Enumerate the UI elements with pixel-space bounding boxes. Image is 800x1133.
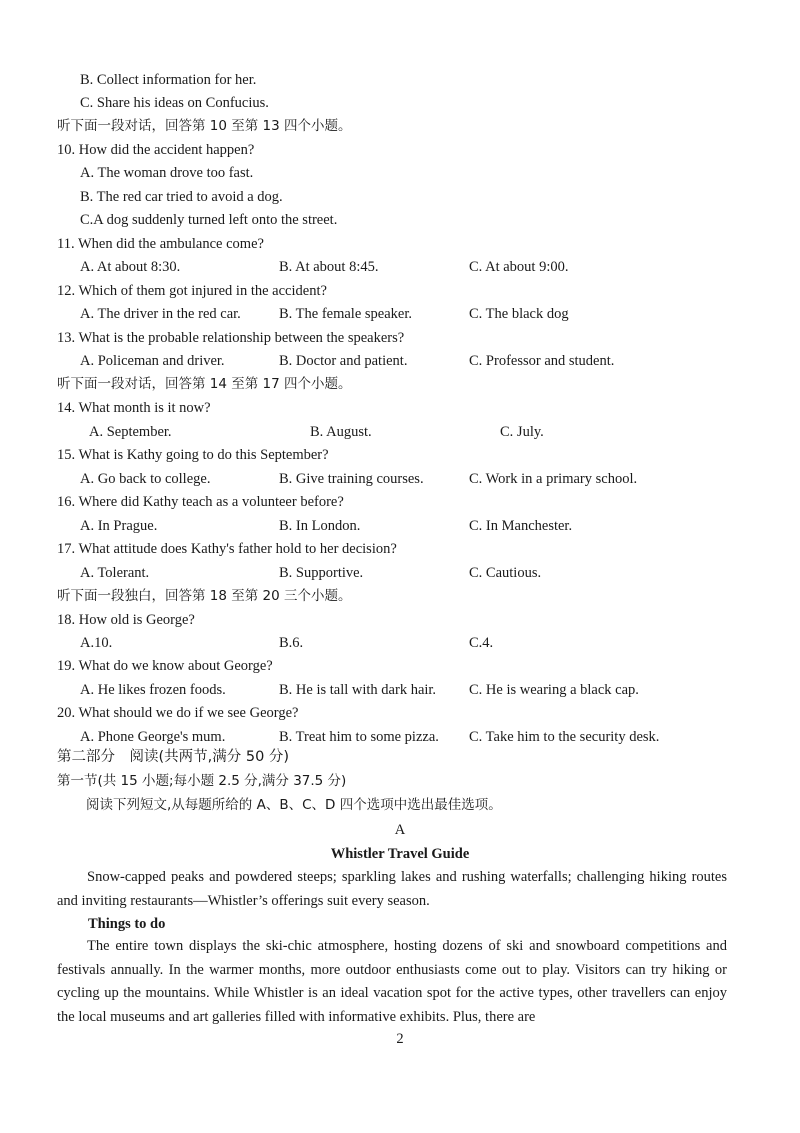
q11-option-a: A. At about 8:30. xyxy=(80,259,181,275)
q17-option-a: A. Tolerant. xyxy=(80,565,150,581)
q14-option-b: B. August. xyxy=(310,424,372,440)
q12-option-c: C. The black dog xyxy=(469,306,569,322)
q16-option-c: C. In Manchester. xyxy=(469,518,573,534)
section-instruction-14-17: 听下面一段对话，回答第 14 至第 17 四个小题。 xyxy=(57,376,352,392)
q15-option-c: C. Work in a primary school. xyxy=(469,471,638,487)
q18-option-a: A.10. xyxy=(80,635,113,651)
q19-option-c: C. He is wearing a black cap. xyxy=(469,682,639,698)
q12-option-b: B. The female speaker. xyxy=(279,306,412,322)
question-15: 15. What is Kathy going to do this September? xyxy=(57,447,329,463)
question-16: 16. Where did Kathy teach as a volunteer before? xyxy=(57,494,344,510)
question-19: 19. What do we know about George? xyxy=(57,658,273,674)
q10-option-c: C.A dog suddenly turned left onto the street. xyxy=(80,212,338,228)
q17-option-c: C. Cautious. xyxy=(469,565,542,581)
section-instruction-18-20: 听下面一段独白，回答第 18 至第 20 三个小题。 xyxy=(57,588,352,604)
question-20: 20. What should we do if we see George? xyxy=(57,705,299,721)
part2-instruction: 阅读下列短文,从每题所给的 A、B、C、D 四个选项中选出最佳选项。 xyxy=(86,797,502,813)
passage-body xyxy=(57,935,727,1029)
q18-option-c: C.4. xyxy=(469,635,494,651)
q14-option-a: A. September. xyxy=(89,424,172,440)
passage-intro xyxy=(57,866,727,913)
q13-option-a: A. Policeman and driver. xyxy=(80,353,225,369)
page-number: 2 xyxy=(396,1031,404,1047)
q16-option-a: A. In Prague. xyxy=(80,518,158,534)
question-14: 14. What month is it now? xyxy=(57,400,211,416)
passage-body-text: The entire town displays the ski-chic atmosphere, hosting dozens of ski and snowboard competitions and festivals annually. In the warmer months, more outdoor enthusiasts come out to play. Visitors can try hiking or cycling up the mountains. While Whistler is an ideal vacation spot for the active types, other travellers can enjoy the local museums and art galleries filled with informative exhibits. Plus, there are xyxy=(57,938,727,1025)
question-10: 10. How did the accident happen? xyxy=(57,142,255,158)
q19-option-a: A. He likes frozen foods. xyxy=(80,682,226,698)
question-17: 17. What attitude does Kathy's father hold to her decision? xyxy=(57,541,397,557)
q11-option-c: C. At about 9:00. xyxy=(469,259,569,275)
question-12: 12. Which of them got injured in the accident? xyxy=(57,283,327,299)
q10-option-a: A. The woman drove too fast. xyxy=(80,165,254,181)
part2-section1-heading: 第一节(共 15 小题;每小题 2.5 分,满分 37.5 分) xyxy=(57,773,347,789)
passage-letter: A xyxy=(394,822,406,838)
q17-option-b: B. Supportive. xyxy=(279,565,364,581)
q12-option-a: A. The driver in the red car. xyxy=(80,306,241,322)
q11-option-b: B. At about 8:45. xyxy=(279,259,379,275)
q15-option-b: B. Give training courses. xyxy=(279,471,424,487)
q10-option-b: B. The red car tried to avoid a dog. xyxy=(80,189,283,205)
q15-option-a: A. Go back to college. xyxy=(80,471,211,487)
q13-option-b: B. Doctor and patient. xyxy=(279,353,408,369)
q19-option-b: B. He is tall with dark hair. xyxy=(279,682,437,698)
q9-option-b: B. Collect information for her. xyxy=(80,72,257,88)
q13-option-c: C. Professor and student. xyxy=(469,353,615,369)
q20-option-c: C. Take him to the security desk. xyxy=(469,729,660,745)
passage-title: Whistler Travel Guide xyxy=(330,846,470,862)
q14-option-c: C. July. xyxy=(500,424,544,440)
q20-option-a: A. Phone George's mum. xyxy=(80,729,226,745)
passage-subheading: Things to do xyxy=(88,916,166,932)
question-13: 13. What is the probable relationship between the speakers? xyxy=(57,330,405,346)
passage-intro-text: Snow-capped peaks and powdered steeps; sparkling lakes and rushing waterfalls; challenging hiking routes and inviting restaurants—Whistler’s offerings suit every season. xyxy=(57,869,727,909)
part2-heading: 第二部分 阅读(共两节,满分 50 分) xyxy=(57,749,290,765)
q18-option-b: B.6. xyxy=(279,635,304,651)
section-instruction-10-13: 听下面一段对话，回答第 10 至第 13 四个小题。 xyxy=(57,118,352,134)
q9-option-c: C. Share his ideas on Confucius. xyxy=(80,95,269,111)
question-11: 11. When did the ambulance come? xyxy=(57,236,264,252)
q16-option-b: B. In London. xyxy=(279,518,361,534)
q20-option-b: B. Treat him to some pizza. xyxy=(279,729,439,745)
question-18: 18. How old is George? xyxy=(57,612,195,628)
